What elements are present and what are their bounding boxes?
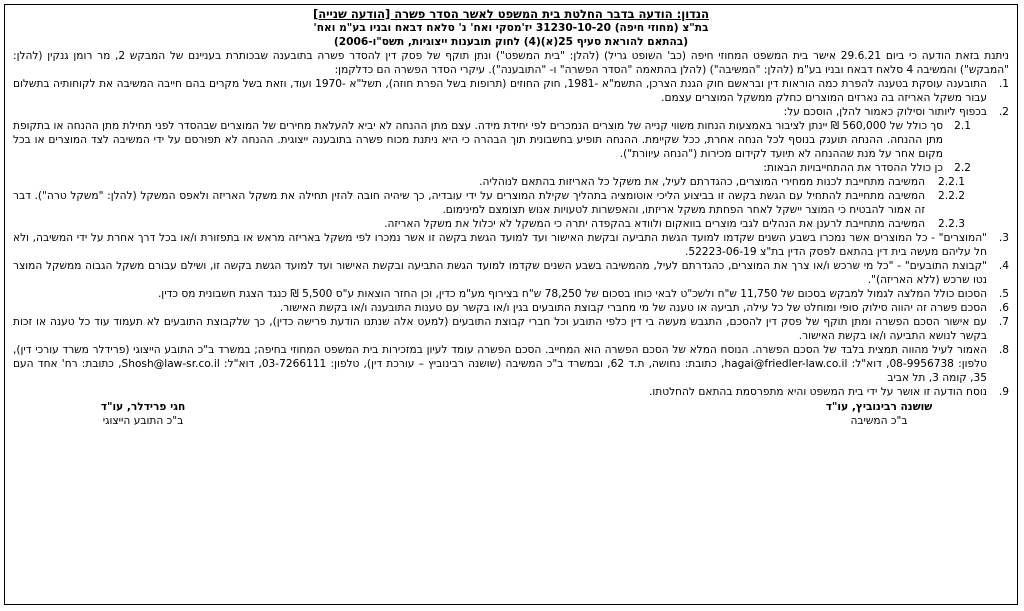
section-text: התובענה עוסקת בטענה להפרת כמה הוראות דין ובראשם חוק הגנת הצרכן, התשמ"א -1981, חוק החוזים (תרופות בשל הפרת חוזה), תשל"א -1970 ועוד, וזאת בשל מקרים בהם חייבה המשיבה את לקוחותיה בתשלום עבור משקל האריזה בה נארזים המוצרים כחלק ממשקל המוצרים עצמם. [13, 78, 987, 104]
section-2-1 [13, 119, 1009, 161]
section-3 [13, 231, 1009, 259]
signatures [13, 400, 1009, 428]
section-2-2 [13, 161, 1009, 175]
section-number: 2.1 [954, 120, 971, 132]
section-number: 2. [998, 106, 1009, 118]
section-8 [13, 343, 1009, 385]
section-5 [13, 287, 1009, 301]
notice-title: הנדון: הודעה בדבר החלטת בית המשפט לאשר הסדר פשרה [הודעה שנייה] [312, 7, 710, 21]
section-text: האמור לעיל מהווה תמצית בלבד של הסכם הפשרה. הנוסח המלא של הסכם הפשרה הוא המחייב. הסכם הפשרה עומד לעיון במזכירות בית המשפט המחוזי בחיפה; במשרד ב"כ התובע הייצוגי (פרידלר משרד עורכי דין), טלפון: 08-9956738, דוא"ל: hagai@friedler-law.co.il, כתובת: נחושה, ת.ד 62, ובמשרד ב"כ המשיבה (שושנה רבינוביץ – עורכת דין), טלפון: 03-7266111, דוא"ל: Shosh@law-sr.co.il, כתובת: רח' אחד העם 35, קומה 3, תל אביב [13, 344, 987, 384]
section-4 [13, 259, 1009, 287]
section-number: 2.2.3 [938, 218, 965, 230]
section-text: המשיבה מתחייבת להתחיל עם הגשת בקשה זו בביצוע הליכי אוטומציה בתהליך שקילת המוצרים על ידי עובדיה, כך שיהיה חובה להזין תחילה את משקל האריזה ולאפס המשקל (להלן: "משקל טרה"). דבר זה אמור להבטיח כי המוצר יישקל לאחר הפחתת משקל אריזתו, והאפשרות לטעויות אנוש תצומצם למינימום. [13, 190, 925, 216]
section-number: 6. [998, 302, 1009, 314]
section-2 [13, 105, 1009, 119]
section-number: 3. [998, 232, 1009, 244]
section-text: המשיבה מתחייבת לכנות ממחירי המוצרים, כהגדרתם לעיל, את משקל כל האריזות בהתאם לנוהליה. [479, 176, 925, 188]
section-number: 7. [998, 316, 1009, 328]
signature-role: ב"כ התובע הייצוגי [102, 415, 184, 427]
signature-role: ב"כ המשיבה [850, 415, 908, 427]
section-text: בכפוף ליותור וסילוק כאמור להלן, הוסכם על: [783, 106, 987, 118]
law-reference: (בהתאם להוראת סעיף 25(א)(4) לחוק תובענות ייצוגיות, תשס"ו-2006) [333, 36, 689, 48]
section-2-2-3 [13, 217, 1009, 231]
section-number: 1. [998, 78, 1009, 90]
section-7 [13, 315, 1009, 343]
section-9 [13, 385, 1009, 399]
section-number: 5. [998, 288, 1009, 300]
intro-paragraph: ניתנת בזאת הודעה כי ביום 29.6.21 אישר בית המשפט המחוזי חיפה (כב' השופט גריל) (להלן: "בית המשפט") ונתן תוקף של פסק דין להסדר פשרה בתובענה שבכותרת בעניינם של המבקש 2, מר רומן גנקין (להלן: "המבקש") והמשיבה 4 סלאח דבאח ובניו בע"מ (להלן: "המשיבה") (להלן בהתאמה "הסדר הפשרה" ו- "התובענה"). עיקרי הסדר הפשרה הם כדלקמן: [13, 50, 1010, 76]
section-2-2-1 [13, 175, 1009, 189]
section-6 [13, 301, 1009, 315]
signature-name: שושנה רבינוביץ, עו"ד [825, 401, 933, 413]
signature-plaintiff [13, 400, 273, 428]
section-text: המשיבה מתחייבת לרענן את הנהלים לגבי מוצרים בוואקום ולוודא בהקפדה יתרה כי המשקל לא יכלול את משקל האריזה. [384, 218, 925, 230]
section-number: 2.2.1 [938, 176, 965, 188]
section-text: נוסח הודעה זו אושר על ידי בית המשפט והיא מתפרסמת בהתאם להחלטתו. [649, 386, 987, 398]
section-number: 9. [998, 386, 1009, 398]
section-text: עם אישור הסכם הפשרה ומתן תוקף של פסק דין להסכם, התגבש מעשה בי דין כלפי התובע וכל חברי קבוצת התובעים (למעט אלה שנתנו הודעת פרישה כדין), כך שלקבוצת התובעים לא תעמוד עוד כל טענה או זכות בקשר לנושא התביעה ו/או בקשת האישור. [13, 316, 987, 342]
section-text: הסכום כולל המלצה לגמול למבקש בסכום של 11,750 ש"ח ולשכ"ט לבאי כוחו בסכום של 78,250 ש"ח בצירוף מע"מ כדין, וכן החזר הוצאות ע"ס 5,500 ₪ כנגד הצגת חשבונית מס כדין. [157, 288, 987, 300]
section-1 [13, 77, 1009, 105]
signature-name: חגי פרידלר, עו"ד [100, 401, 186, 413]
legal-notice [4, 4, 1018, 605]
section-number: 2.2.2 [938, 190, 965, 202]
section-text: "המוצרים" - כל המוצרים אשר נמכרו בשבע השנים שקדמו למועד הגשת התביעה ובקשת האישור ועד למועד הגשת בקשה זו אשר נמכרו לפי משקל באריזה מראש או בתפזורת ו/או בכל דרך אחרת על ידי המשיבה, ולא חל עליהם מעשה בית דין בהתאם לפסק הדין בת"צ 52223-06-19. [13, 232, 987, 258]
signature-respondent [749, 400, 1009, 428]
section-text: כן כולל ההסדר את ההתחייבויות הבאות: [763, 162, 943, 174]
section-number: 8. [998, 344, 1009, 356]
section-text: סך כולל של 560,000 ₪ יינתן לציבור באמצעות הנחות משווי קנייה של מוצרים הנמכרים לפי יחידת מידה. עצם מתן ההנחה לא יביא להעלאת מחירים של המוצרים שבהסדר לפני תחילת מתן ההנחה או בתקופת מתן ההנחה. ההנחה תוענק בנוסף לכל הנחה אחרת, ככל שקיימת. ההנחה תופיע בחשבונית תוך הבהרה כי היא ניתנת מכוח פשרה בתובענה ייצוגית. ההנחה לא תפורסם על ידי המשיבה לצד המוצרים או בכל מקום אחר על מנת שההנחה לא תיועד לקידום מכירות ("הנחה עיוורת"). [13, 120, 944, 160]
case-number: בת"צ (מחוזי חיפה) 31230-10-20 יז'מסקי ואח' נ' סלאח דבאח ובניו בע"מ ואח' [313, 22, 709, 34]
section-text: "קבוצת התובעים" - "כל מי שרכש ו/או צרך את המוצרים, כהגדרתם לעיל, מהמשיבה בשבע השנים שקדמו למועד הגשת התביעה ובקשת האישור ועד למועד הגשת בקשה זו, ושילם עבורם משקל הגבוה ממשקל המוצר נטו שרכש (ללא האריזה)". [13, 260, 987, 286]
section-text: הסכם פשרה זה יהווה סילוק סופי ומוחלט של כל עילה, תביעה או טענה של מי מחברי קבוצת התובעים בגין ו/או בקשר עם טענות התובענה ו/או בקשת האישור. [279, 302, 987, 314]
section-number: 2.2 [954, 162, 971, 174]
section-2-2-2 [13, 189, 1009, 217]
section-number: 4. [998, 260, 1009, 272]
